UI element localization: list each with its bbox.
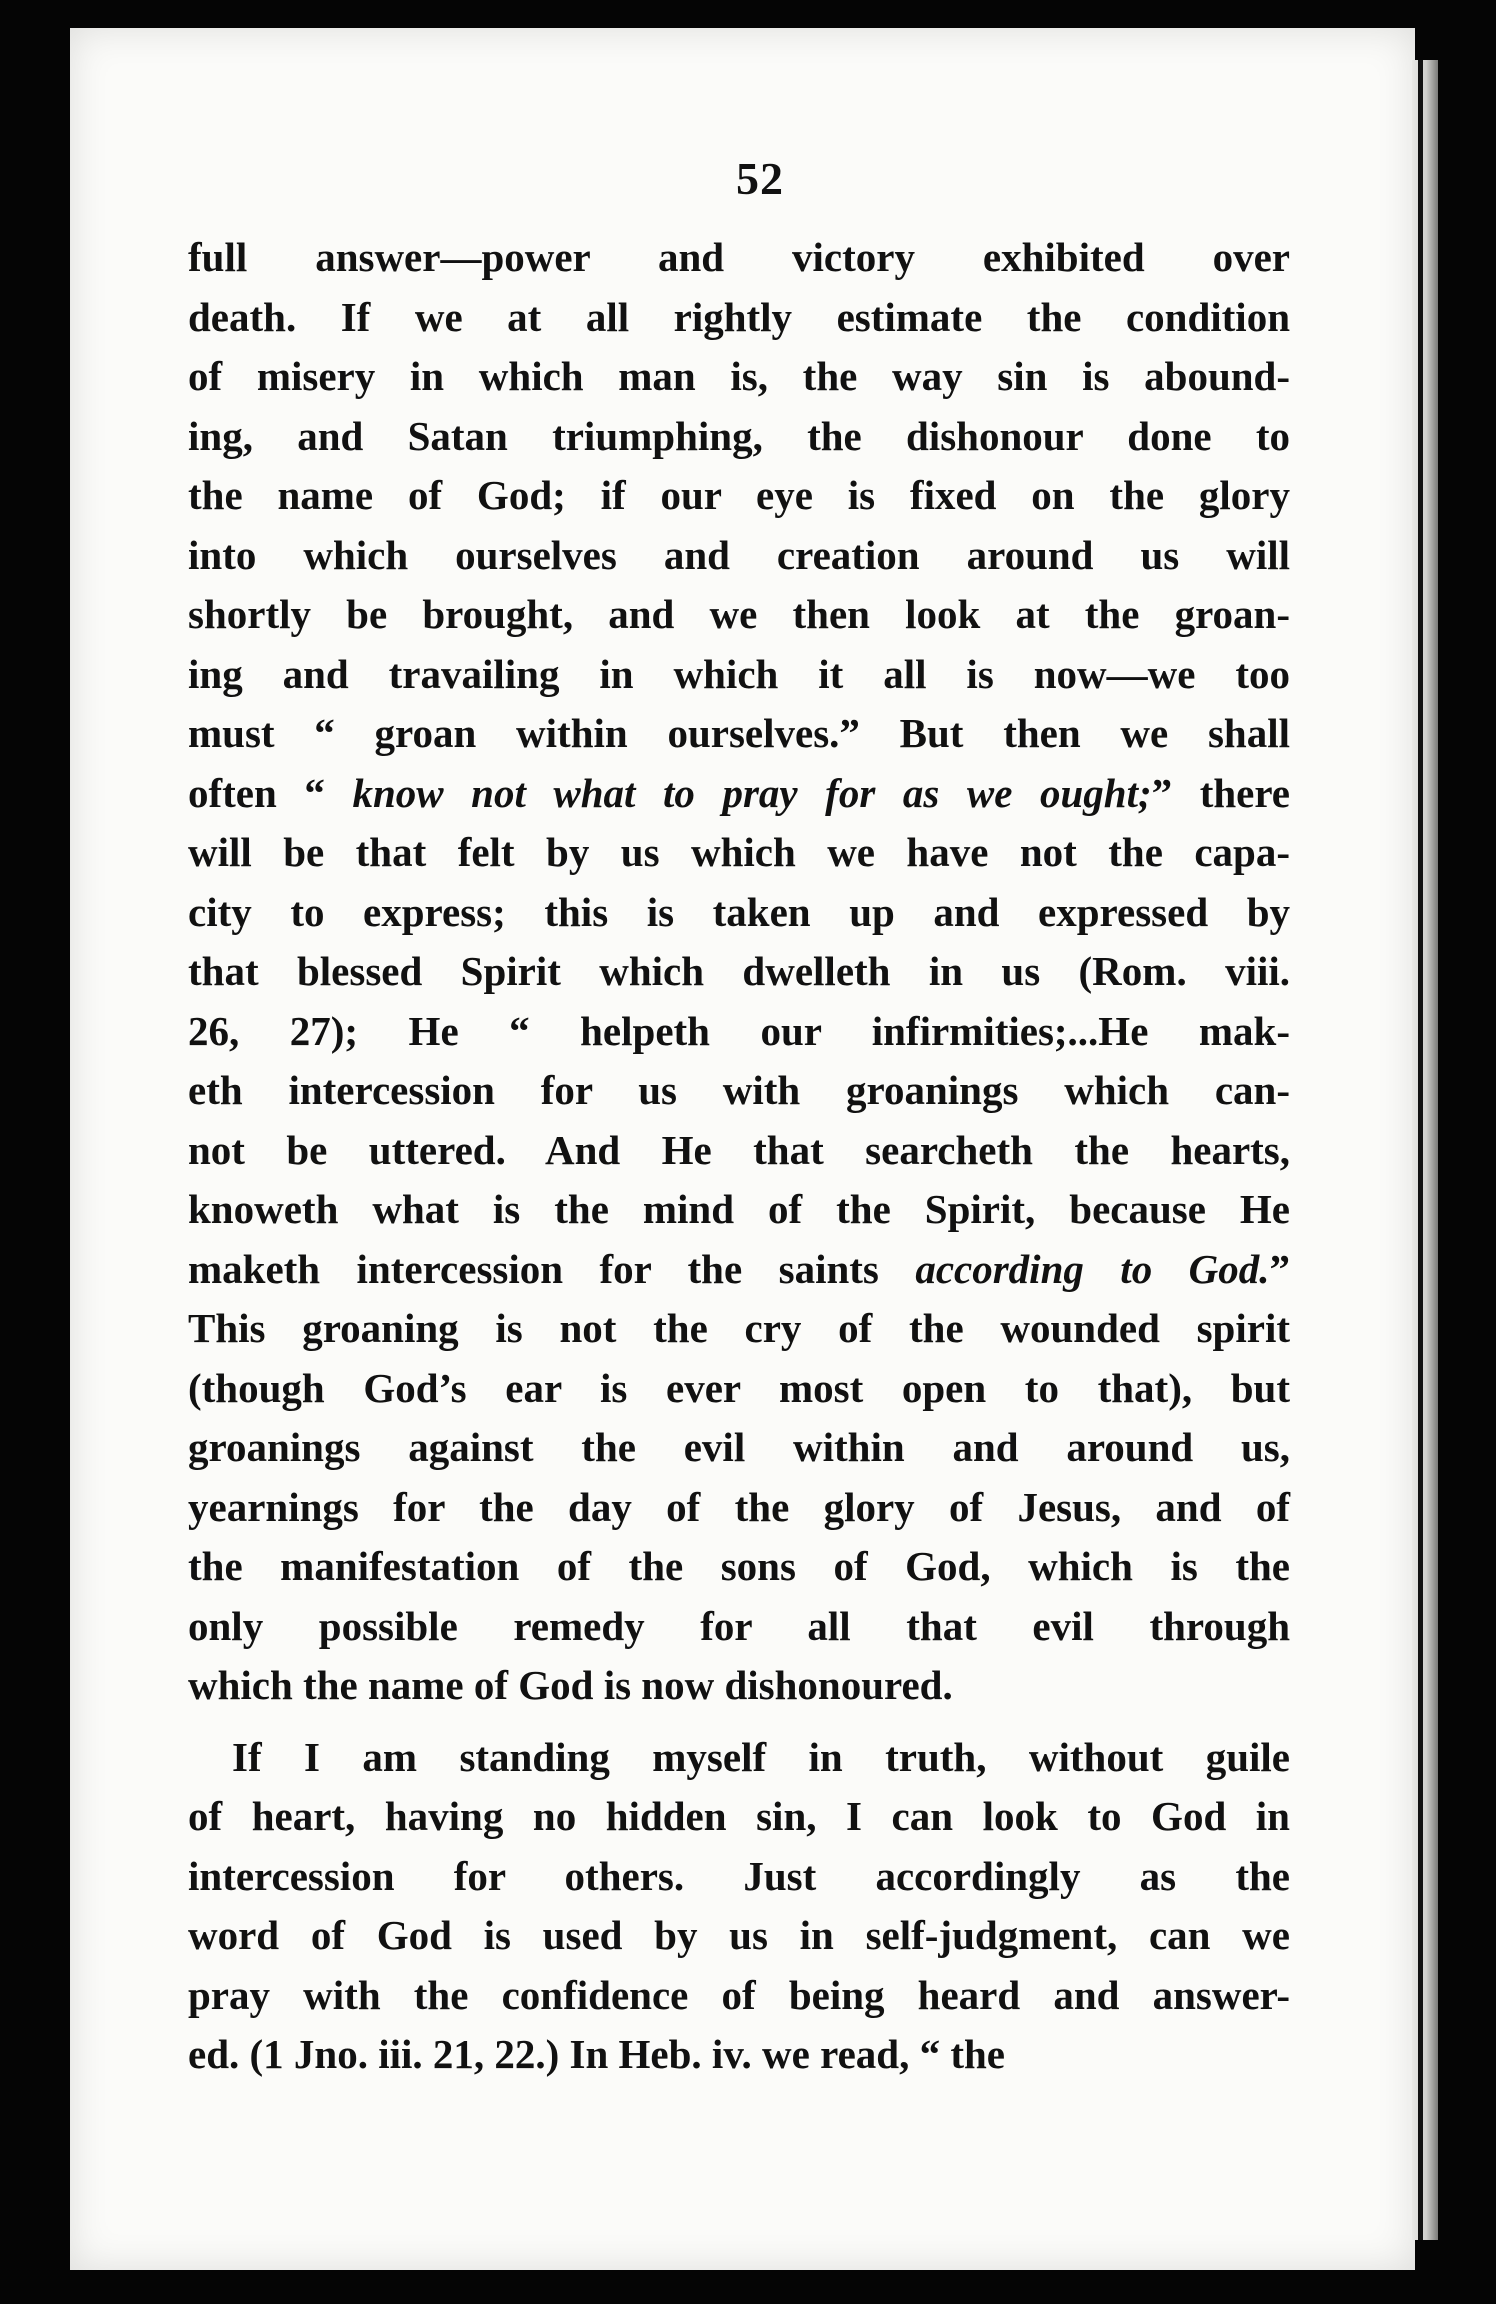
text-line — [188, 585, 1290, 645]
text-segment: will be that felt by us which we have not the capa- — [188, 829, 1290, 875]
text-line — [188, 407, 1290, 467]
text-segment: This groaning is not the cry of the wounded spirit — [188, 1305, 1290, 1351]
text-segment: maketh intercession for the saints — [188, 1245, 916, 1292]
text-segment: death. If we at all rightly estimate the condition — [188, 293, 1290, 340]
text-segment: often “ — [188, 769, 353, 816]
text-segment: If I am standing myself in truth, without guile — [232, 1733, 1290, 1780]
text-segment: ” there — [1151, 769, 1290, 816]
text-segment: full answer—power and victory exhibited over — [188, 234, 1290, 280]
text-line — [188, 1180, 1290, 1240]
text-line — [188, 2025, 1290, 2085]
text-segment: groanings against the evil within and around us, — [188, 1424, 1290, 1470]
text-line — [188, 466, 1290, 526]
text-segment: ed. (1 Jno. iii. 21, 22.) In Heb. iv. we read, “ the — [188, 2031, 1005, 2077]
text-line — [188, 1299, 1290, 1359]
text-segment: knoweth what is the mind of the Spirit, because He — [188, 1186, 1290, 1232]
text-segment: ” — [1269, 1245, 1290, 1292]
text-line — [188, 288, 1290, 348]
text-line — [188, 1537, 1290, 1597]
text-segment: city to express; this is taken up and expressed by — [188, 888, 1290, 935]
text-line — [188, 1597, 1290, 1657]
text-segment: into which ourselves and creation around us will — [188, 531, 1290, 578]
text-line — [188, 1061, 1290, 1121]
text-segment: of heart, having no hidden sin, I can look to God in — [188, 1793, 1290, 1839]
text-segment: which the name of God is now dishonoured. — [188, 1662, 953, 1708]
text-segment: word of God is used by us in self-judgment, can we — [188, 1912, 1290, 1958]
text-line — [188, 1121, 1290, 1181]
text-segment: ing and travailing in which it all is now—we too — [188, 650, 1290, 697]
text-segment: the name of God; if our eye is fixed on the glory — [188, 472, 1290, 518]
text-segment: of misery in which man is, the way sin is abound- — [188, 353, 1290, 399]
text-line — [188, 1847, 1290, 1907]
text-segment: shortly be brought, and we then look at the groan- — [188, 591, 1290, 637]
text-segment: that blessed Spirit which dwelleth in us (Rom. viii. — [188, 948, 1290, 994]
text-segment: pray with the confidence of being heard and answer- — [188, 1971, 1290, 2018]
text-line — [188, 1787, 1290, 1847]
text-line — [188, 228, 1290, 288]
text-segment: intercession for others. Just accordingly as the — [188, 1852, 1290, 1899]
text-line — [188, 1728, 1290, 1788]
text-line — [188, 1906, 1290, 1966]
text-line — [188, 1002, 1290, 1062]
italic-text: according to God. — [915, 1245, 1270, 1292]
text-line — [188, 1240, 1290, 1300]
text-line — [188, 883, 1290, 943]
text-segment: must “ groan within ourselves.” But then we shall — [188, 710, 1290, 756]
text-segment: (though God’s ear is ever most open to that), but — [188, 1364, 1290, 1411]
text-line — [188, 347, 1290, 407]
text-line — [188, 704, 1290, 764]
body-text — [188, 228, 1290, 2085]
text-segment: ing, and Satan triumphing, the dishonour done to — [188, 412, 1290, 459]
italic-text: know not what to pray for as we ought; — [352, 769, 1152, 816]
text-line — [188, 645, 1290, 705]
text-segment: not be uttered. And He that searcheth the hearts, — [188, 1126, 1290, 1173]
paragraph — [188, 1728, 1290, 2085]
paragraph — [188, 228, 1290, 1716]
text-line — [188, 1656, 1290, 1716]
text-line — [188, 764, 1290, 824]
text-line — [188, 1418, 1290, 1478]
paragraph-gap — [188, 1716, 1290, 1728]
text-line — [188, 823, 1290, 883]
text-line — [188, 526, 1290, 586]
text-segment: yearnings for the day of the glory of Jesus, and of — [188, 1483, 1290, 1530]
text-segment: 26, 27); He “ helpeth our infirmities;...He mak- — [188, 1007, 1290, 1054]
page-number: 52 — [736, 153, 784, 204]
text-line — [188, 942, 1290, 1002]
text-line — [188, 1359, 1290, 1419]
text-segment: only possible remedy for all that evil through — [188, 1602, 1290, 1649]
text-segment: the manifestation of the sons of God, which is the — [188, 1543, 1290, 1589]
text-segment: eth intercession for us with groanings which can- — [188, 1067, 1290, 1113]
text-line — [188, 1478, 1290, 1538]
text-line — [188, 1966, 1290, 2026]
page-edge — [1412, 60, 1438, 2240]
